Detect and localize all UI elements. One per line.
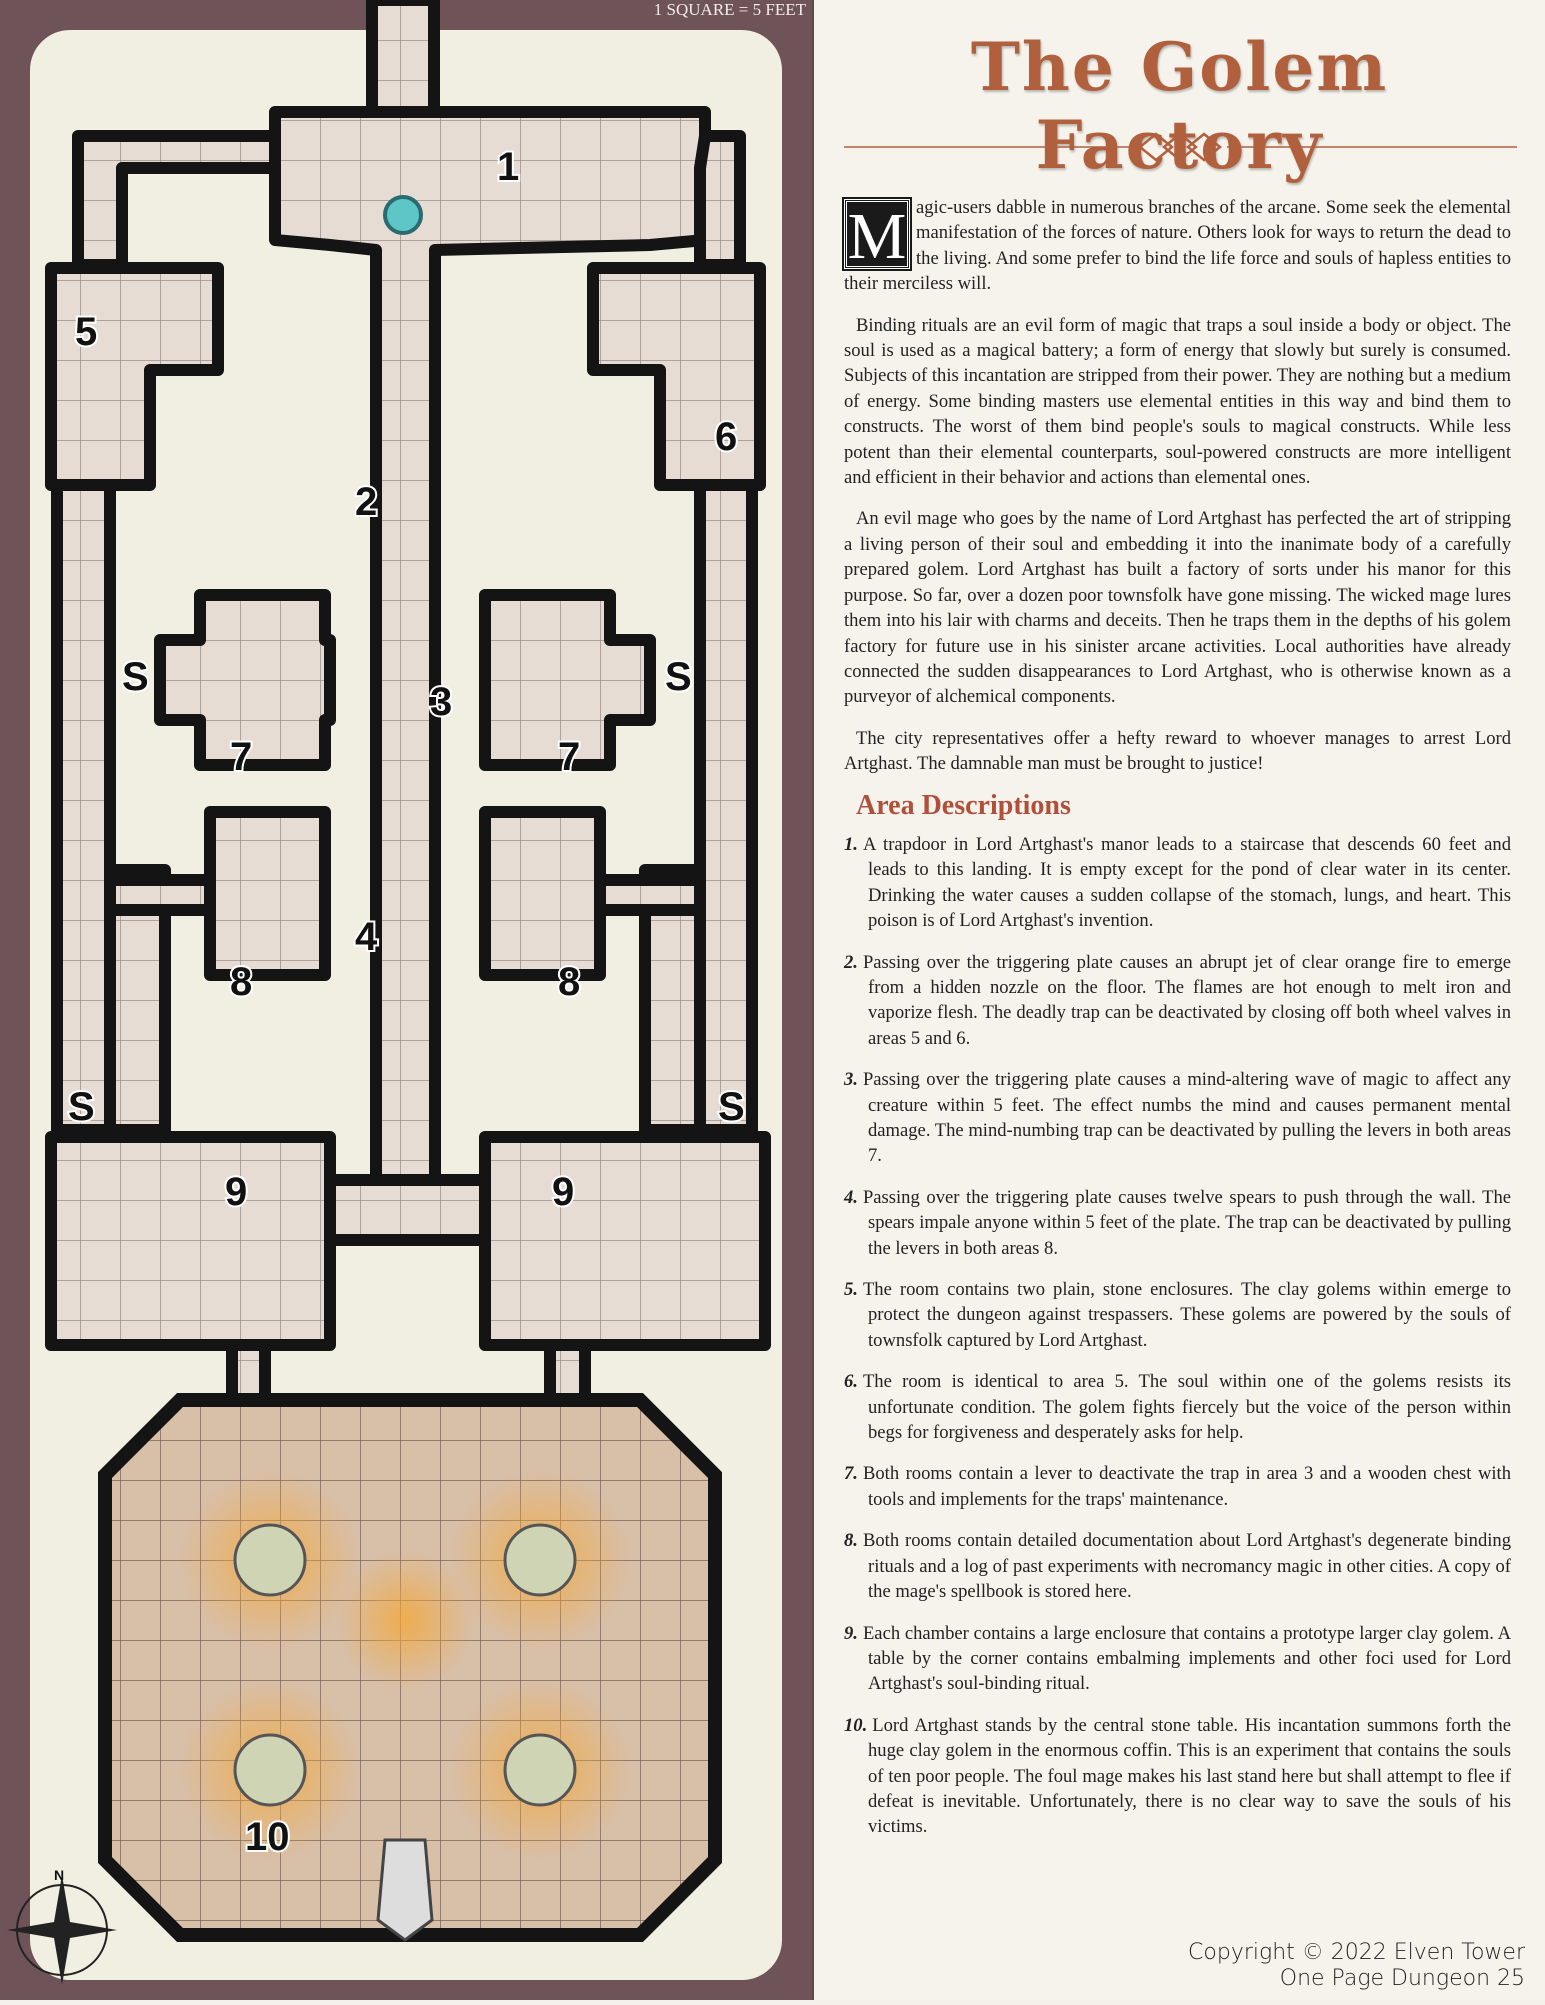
secret-door-label: S bbox=[122, 655, 149, 699]
area-text: The room contains two plain, stone enclosures. The clay golems within emerge to protect the dungeon against trespassers. These golems are powered by the souls of townsfolk captured by Lord Artghast. bbox=[862, 1279, 1511, 1351]
secret-door-label: S bbox=[718, 1085, 745, 1129]
area-number: 2. bbox=[844, 951, 858, 973]
map-label-2: 2 bbox=[355, 480, 378, 524]
ritual-circle bbox=[235, 1525, 305, 1595]
paragraph: An evil mage who goes by the name of Lord Artghast has perfected the art of stripping a living person of their soul and embedding it into the inanimate body of a carefully prepared golem. Lord Artghast has built a factory of sorts under his manor for this purpose. So far, over a dozen poor townsfolk have gone missing. The wicked mage lures them into his lair with charms and deceits. Then he traps them in the depths of his golem factory for future use in his sinister arcane activities. Local authorities have already connected the sudden disappearances to Lord Artghast, who is otherwise known as a purveyor of alchemical components. bbox=[844, 508, 1511, 708]
area-text: A trapdoor in Lord Artghast's manor leads to a staircase that descends 60 feet and leads to this landing. It is empty except for the pond of clear water in its center. Drinking the water causes a sudden collapse of the stomach, lungs, and heart. This poison is of Lord Artghast's invention. bbox=[862, 833, 1511, 932]
page-title: The Golem Factory bbox=[970, 28, 1389, 184]
area-item bbox=[844, 1067, 1511, 1169]
area-number: 1. bbox=[844, 833, 858, 855]
area-number: 5. bbox=[844, 1279, 858, 1301]
map-label-1: 1 bbox=[497, 145, 520, 189]
lower-junction-corridor bbox=[330, 1180, 485, 1240]
secret-door-label: S bbox=[665, 655, 692, 699]
area-text: Lord Artghast stands by the central stone table. His incantation summons forth the huge clay golem in the enormous coffin. This is an experiment that contains the souls of ten poor people. The foul mage makes his last stand here but shall attempt to flee if defeat is inevitable. Unfortunately, there is no clear way to save the souls of his victims. bbox=[868, 1714, 1511, 1838]
area-number: 10. bbox=[844, 1714, 868, 1736]
area-item bbox=[844, 950, 1511, 1052]
article-body bbox=[844, 195, 1511, 1856]
intro-text: agic-users dabble in numerous branches of the arcane. Some seek the elemental manifestation of the forces of nature. Others look for ways to return the dead to the living. And some prefer to bind the life force and souls of hapless entities to their merciless will. bbox=[844, 197, 1511, 295]
area-item bbox=[844, 1528, 1511, 1604]
ritual-circle bbox=[235, 1735, 305, 1805]
area-text: Passing over the triggering plate causes a mind-altering wave of magic to affect any creature within 5 feet. The effect numbs the mind and causes permanent mental damage. The mind-numbing trap can be deactivated by pulling the levers in both areas 7. bbox=[862, 1069, 1512, 1167]
map-label-9: 9 bbox=[552, 1170, 575, 1214]
map-label-5: 5 bbox=[75, 310, 98, 354]
map-label-10: 10 bbox=[245, 1815, 290, 1859]
area-item bbox=[844, 832, 1511, 934]
area-text: Both rooms contain detailed documentation about Lord Artghast's degenerate binding rituals and a log of past experiments with necromancy magic in other cities. A copy of the mage's spellbook is stored here. bbox=[862, 1530, 1511, 1603]
area-item bbox=[844, 1621, 1511, 1697]
ritual-circle bbox=[505, 1525, 575, 1595]
map-label-4: 4 bbox=[355, 915, 378, 959]
area-text: The room is identical to area 5. The soul within one of the golems resists its unfortunate condition. The golem fights fiercely but the voice of the person within begs for forgiveness and desperately asks for help. bbox=[862, 1371, 1511, 1444]
copyright bbox=[1188, 1940, 1525, 1992]
room-9-left bbox=[51, 1137, 330, 1345]
map-scale-label: 1 SQUARE = 5 FEET bbox=[653, 0, 806, 19]
area-item bbox=[844, 1713, 1511, 1840]
area-item bbox=[844, 1369, 1511, 1445]
area-text: Each chamber contains a large enclosure that contains a prototype larger clay golem. A table by the corner contains embalming implements and other foci used for Lord Artghast's soul-binding ritual. bbox=[862, 1622, 1511, 1695]
area-number: 9. bbox=[844, 1622, 858, 1644]
title-divider bbox=[844, 132, 1517, 162]
paragraph: Binding rituals are an evil form of magic that traps a soul inside a body or object. The soul is used as a magical battery; a form of energy that slowly but surely is consumed. Subjects of this incantation are stripped from their power. They are nothing but a medium of energy. Some binding masters use elemental entities in this way and bind them to constructs. The worst of them bind people's souls to magical constructs. While less potent than their elemental counterparts, soul-powered constructs are more intelligent and efficient in their behavior and actions than elemental ones. bbox=[844, 314, 1511, 489]
area-number: 3. bbox=[844, 1069, 858, 1091]
drop-cap: M bbox=[844, 199, 910, 269]
ritual-circle bbox=[505, 1735, 575, 1805]
paragraph: The city representatives offer a hefty reward to whoever manages to arrest Lord Artghast. The damnable man must be brought to justice! bbox=[844, 727, 1511, 775]
copyright-line: One Page Dungeon 25 bbox=[1279, 1966, 1525, 1991]
secret-door-label: S bbox=[68, 1085, 95, 1129]
area-item bbox=[844, 1461, 1511, 1512]
area-number: 4. bbox=[844, 1186, 858, 1208]
map-label-3: 3 bbox=[430, 680, 453, 724]
staircase bbox=[372, 0, 434, 118]
giant-coffin bbox=[378, 1840, 432, 1940]
map-label-9: 9 bbox=[225, 1170, 248, 1214]
compass-north-label: N bbox=[54, 1867, 65, 1883]
area-text: Passing over the triggering plate causes an abrupt jet of clear orange fire to emerge from a hidden nozzle on the floor. The flames are hot enough to melt iron and vaporize flesh. The deadly trap can be deactivated by closing off both wheel valves in areas 5 and 6. bbox=[862, 951, 1511, 1049]
area-item bbox=[844, 1185, 1511, 1261]
map-label-7: 7 bbox=[558, 735, 581, 779]
room-9-right bbox=[485, 1137, 765, 1345]
map-label-7: 7 bbox=[230, 735, 253, 779]
copyright-line: Copyright © 2022 Elven Tower bbox=[1188, 1940, 1525, 1965]
area-number: 8. bbox=[844, 1530, 858, 1552]
area-number: 6. bbox=[844, 1371, 858, 1393]
section-heading: Area Descriptions bbox=[856, 789, 1071, 821]
area-text: Passing over the triggering plate causes twelve spears to push through the wall. The spears impale anyone within 5 feet of the plate. The trap can be deactivated by pulling the levers in both areas 8. bbox=[862, 1186, 1511, 1259]
area-number: 7. bbox=[844, 1463, 858, 1485]
map-label-8: 8 bbox=[230, 960, 253, 1004]
map-label-6: 6 bbox=[715, 415, 738, 459]
area-text: Both rooms contain a lever to deactivate the trap in area 3 and a wooden chest with tools and implements for the traps' maintenance. bbox=[862, 1463, 1511, 1510]
map-label-8: 8 bbox=[558, 960, 581, 1004]
text-panel bbox=[812, 0, 1545, 2000]
intro-paragraph bbox=[844, 195, 1511, 297]
area-item bbox=[844, 1277, 1511, 1353]
pond bbox=[385, 197, 421, 233]
